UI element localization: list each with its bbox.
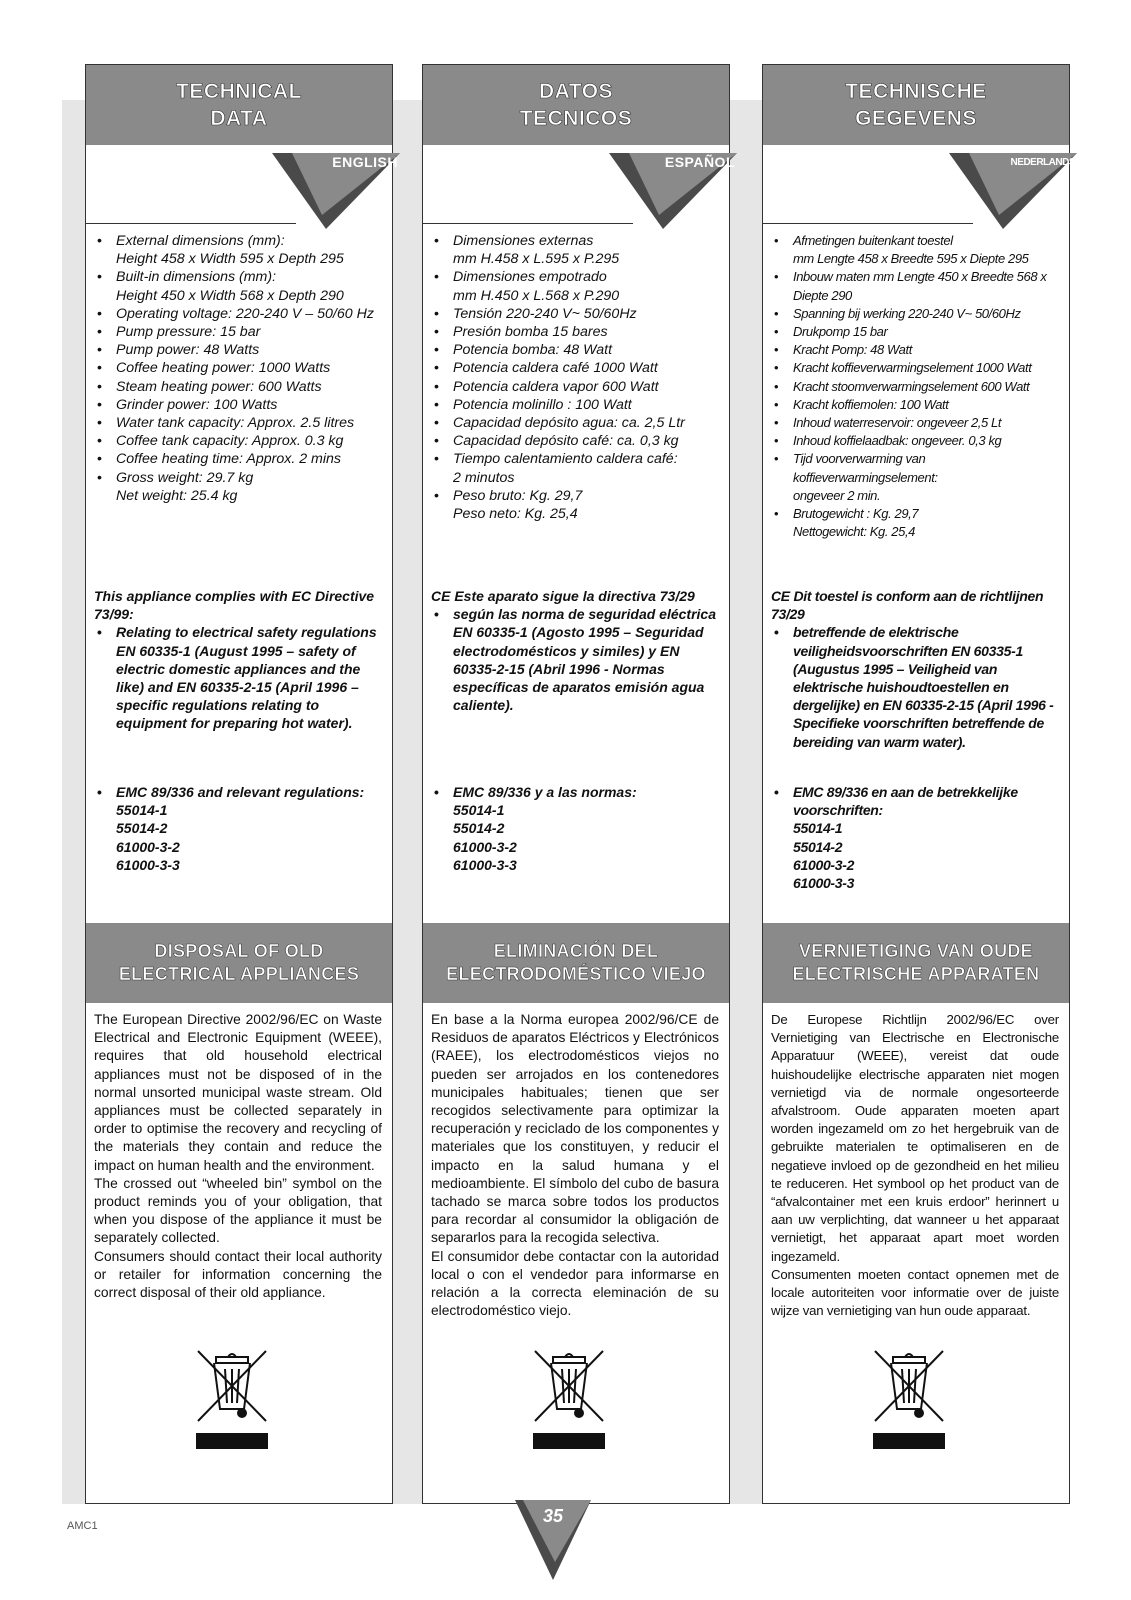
language-label: ENGLISH (332, 154, 398, 170)
emc-title: EMC 89/336 and relevant regulations: (116, 784, 365, 800)
spec-item: • Potencia molinillo : 100 Watt (431, 396, 719, 414)
spec-item: • Tensión 220-240 V~ 50/60Hz (431, 305, 719, 323)
emc-standard: 55014-2 (793, 838, 843, 855)
spec-item: • Coffee heating time: Approx. 2 mins (94, 450, 382, 468)
disposal-paragraph: Consumenten moeten contact opnemen met de locale autoriteiten voor informatie over de juiste wijze van vernietiging van hun oude apparaat. (771, 1266, 1059, 1319)
disposal-title-line-1: VERNIETIGING VAN OUDE (799, 941, 1033, 961)
disposal-header (423, 923, 729, 1003)
divider (86, 223, 296, 224)
compliance-item: • Relating to electrical safety regulations EN 60335-1 (August 1995 – safety of electric domestic appliances and the like) and EN 60335-2-15 (April 1996 – specific regulations relating to equipment for preparing hot water). (94, 623, 382, 732)
emc-standard: 55014-2 (453, 820, 505, 837)
language-tab-dutch (949, 153, 1077, 229)
disposal-paragraph: De Europese Richtlijn 2002/96/EC over Vernietiging van Electrische en Electronische Apparatuur (WEEE), vereist dat oude huishoudelijke electrische apparaten niet mogen vernietigd via de normale ongesorteerde afvalstroom. Oude apparaten moeten apart worden ingezameld om zo het hergebruik van de gebruikte materialen te optimaliseren en de negatieve invloed op de gezondheid en het milieu te reduceren. Het symbool op het product van de “afvalcontainer met een kruis erdoor” herinnert u aan uw verplichting, dat wanneer u het apparaat vernietigt, het apparaat apart moet worden ingezameld. (771, 1012, 1059, 1264)
disposal-text (771, 1011, 1059, 1320)
spec-list (771, 232, 1059, 541)
technical-data-header (423, 65, 729, 145)
spec-item: • Capacidad depósito café: ca. 0,3 kg (431, 432, 719, 450)
header-line-2: TECNICOS (519, 107, 633, 130)
emc-standard: 55014-1 (453, 802, 505, 819)
emc-standard: 61000-3-3 (793, 875, 855, 892)
emc-block (94, 783, 382, 874)
page-number: 35 (542, 1506, 564, 1526)
spec-item: • Operating voltage: 220-240 V – 50/60 Hz (94, 305, 382, 323)
spec-item: • Steam heating power: 600 Watts (94, 378, 382, 396)
language-tab-spanish (609, 153, 737, 229)
spec-item: • External dimensions (mm): Height 458 x Width 595 x Depth 295 (94, 232, 382, 268)
emc-standard: 55014-1 (116, 802, 168, 819)
spec-item: • Brutogewicht : Kg. 29,7 Nettogewicht: Kg. 25,4 (771, 505, 1059, 541)
disposal-paragraph: Consumers should contact their local authority or retailer for information concerning the correct disposal of their old appliance. (94, 1248, 382, 1301)
header-line-2: GEGEVENS (855, 107, 977, 130)
emc-block (431, 783, 719, 874)
spec-item: • Gross weight: 29.7 kg Net weight: 25.4 kg (94, 469, 382, 505)
disposal-title-line-1: DISPOSAL OF OLD (154, 941, 324, 961)
crossed-bin-icon (531, 1347, 607, 1451)
spec-item: • Kracht koffieverwarmingselement 1000 Watt (771, 359, 1059, 377)
emc-block (771, 783, 1059, 892)
spec-item: • Built-in dimensions (mm): Height 450 x Width 568 x Depth 290 (94, 268, 382, 304)
spec-item: • Drukpomp 15 bar (771, 323, 1059, 341)
header-line-1: TECHNISCHE (845, 80, 987, 103)
spec-item: • Potencia caldera vapor 600 Watt (431, 378, 719, 396)
header-line-2: DATA (210, 107, 268, 130)
spec-list (94, 232, 382, 505)
disposal-paragraph: The European Directive 2002/96/EC on Waste Electrical and Electronic Equipment (WEEE), requires that old household electrical appliances must not be disposed of in the normal unsorted municipal waste stream. Old appliances must be collected separately in order to optimise the recovery and recycling of the materials they contain and reduce the impact on human health and the environment. (94, 1012, 382, 1173)
compliance-intro: CE Dit toestel is conform aan de richtlijnen 73/29 (771, 588, 1044, 623)
emc-standard: 55014-1 (793, 820, 843, 837)
disposal-title-line-2: ELECTRISCHE APPARATEN (792, 964, 1040, 984)
language-label: ESPAÑOL (664, 154, 735, 170)
spec-item: • Kracht koffiemolen: 100 Watt (771, 396, 1059, 414)
spec-item: • Pump power: 48 Watts (94, 341, 382, 359)
header-line-1: DATOS (538, 80, 614, 103)
compliance-block (94, 587, 382, 733)
emc-item (94, 783, 382, 874)
spec-item: • Inhoud koffielaadbak: ongeveer. 0,3 kg (771, 432, 1059, 450)
header-line-1: TECHNICAL (176, 80, 302, 103)
spec-item: • Pump pressure: 15 bar (94, 323, 382, 341)
spec-item: • Inhoud waterreservoir: ongeveer 2,5 Lt (771, 414, 1059, 432)
disposal-title-line-2: ELECTRICAL APPLIANCES (118, 964, 360, 984)
disposal-paragraph: En base a la Norma europea 2002/96/CE de Residuos de aparatos Eléctricos y Electrónicos (RAEE), los electrodomésticos viejos no pueden ser arrojados en los contenedores municipales habituales; tienen que ser recogidos selectivamente para optimizar la recuperación y reciclado de los componentes y materiales que los constituyen, y reducir el impacto en la salud humana y el medioambiente. El símbolo del cubo de basura tachado se marca sobre todos los productos para recordar al consumidor la obligación de separarlos para la recogida selectiva. (431, 1012, 719, 1246)
spec-item: • Tijd voorverwarming van koffieverwarmingselement: ongeveer 2 min. (771, 450, 1059, 505)
emc-title: EMC 89/336 y a las normas: (453, 784, 637, 800)
column-dutch (762, 64, 1075, 1504)
spec-item: • Kracht stoomverwarmingselement 600 Watt (771, 378, 1059, 396)
emc-standard: 55014-2 (116, 820, 168, 837)
spec-item: • Tiempo calentamiento caldera café: 2 minutos (431, 450, 719, 486)
spec-item: • Spanning bij werking 220-240 V~ 50/60Hz (771, 305, 1059, 323)
spec-item: • Kracht Pomp: 48 Watt (771, 341, 1059, 359)
spec-item: • Afmetingen buitenkant toestel mm Lengte 458 x Breedte 595 x Diepte 295 (771, 232, 1059, 268)
spec-list (431, 232, 719, 523)
spec-item: • Inbouw maten mm Lengte 450 x Breedte 568 x Diepte 290 (771, 268, 1059, 304)
technical-data-header (86, 65, 392, 145)
emc-standard: 61000-3-3 (116, 856, 180, 873)
language-label: NEDERLANDS (1010, 157, 1075, 168)
disposal-text (431, 1011, 719, 1320)
divider (763, 223, 973, 224)
emc-standard: 61000-3-2 (116, 838, 180, 855)
disposal-text (94, 1011, 382, 1302)
compliance-item: • según las norma de seguridad eléctrica EN 60335-1 (Agosto 1995 – Seguridad electrodomésticos y similes) y EN 60335-2-15 (Abril 1996 - Normas específicas de aparatos emisión agua caliente). (431, 605, 719, 714)
column-spanish (422, 64, 735, 1504)
language-tab-english (272, 153, 400, 229)
compliance-block (431, 587, 719, 714)
spec-item: • Potencia caldera café 1000 Watt (431, 359, 719, 377)
disposal-title-line-1: ELIMINACIÓN DEL (493, 941, 659, 961)
disposal-header (86, 923, 392, 1003)
crossed-bin-icon (194, 1347, 270, 1451)
compliance-block (771, 587, 1059, 751)
disposal-title-line-2: ELECTRODOMÉSTICO VIEJO (446, 964, 706, 984)
spec-item: • Water tank capacity: Approx. 2.5 litres (94, 414, 382, 432)
crossed-bin-icon (871, 1347, 947, 1451)
compliance-item: • betreffende de elektrische veiligheidsvoorschriften EN 60335-1 (Augustus 1995 – Veiligheid van elektrische huishoudtoestellen en dergelijke) en EN 60335-2-15 (April 1996 - Specifieke voorschriften betreffende de bereiding van warm water). (771, 623, 1059, 750)
column-english (85, 64, 398, 1504)
emc-standard: 61000-3-2 (793, 856, 855, 873)
spec-item: • Capacidad depósito agua: ca. 2,5 Ltr (431, 414, 719, 432)
emc-standard: 61000-3-3 (453, 856, 517, 873)
spec-item: • Coffee tank capacity: Approx. 0.3 kg (94, 432, 382, 450)
spec-item: • Dimensiones externas mm H.458 x L.595 x P.295 (431, 232, 719, 268)
technical-data-header (763, 65, 1069, 145)
emc-standard: 61000-3-2 (453, 838, 517, 855)
emc-item (771, 783, 1059, 892)
emc-item (431, 783, 719, 874)
compliance-intro: This appliance complies with EC Directive 73/99: (94, 588, 375, 623)
spec-item: • Potencia bomba: 48 Watt (431, 341, 719, 359)
spec-item: • Presión bomba 15 bares (431, 323, 719, 341)
spec-item: • Dimensiones empotrado mm H.450 x L.568 x P.290 (431, 268, 719, 304)
spec-item: • Peso bruto: Kg. 29,7 Peso neto: Kg. 25,4 (431, 487, 719, 523)
disposal-header (763, 923, 1069, 1003)
disposal-paragraph: The crossed out “wheeled bin” symbol on the product reminds you of your obligation, that when you dispose of the appliance it must be separately collected. (94, 1175, 382, 1246)
compliance-intro: CE Este aparato sigue la directiva 73/29 (431, 588, 695, 604)
spec-item: • Coffee heating power: 1000 Watts (94, 359, 382, 377)
spec-item: • Grinder power: 100 Watts (94, 396, 382, 414)
document-code: AMC1 (67, 1520, 98, 1532)
emc-title: EMC 89/336 en aan de betrekkelijke voorschriften: (793, 784, 1018, 819)
disposal-paragraph: El consumidor debe contactar con la autoridad local o con el vendedor para informarse en relación a la correcta eleminación de su electrodoméstico viejo. (431, 1248, 719, 1319)
divider (423, 223, 633, 224)
